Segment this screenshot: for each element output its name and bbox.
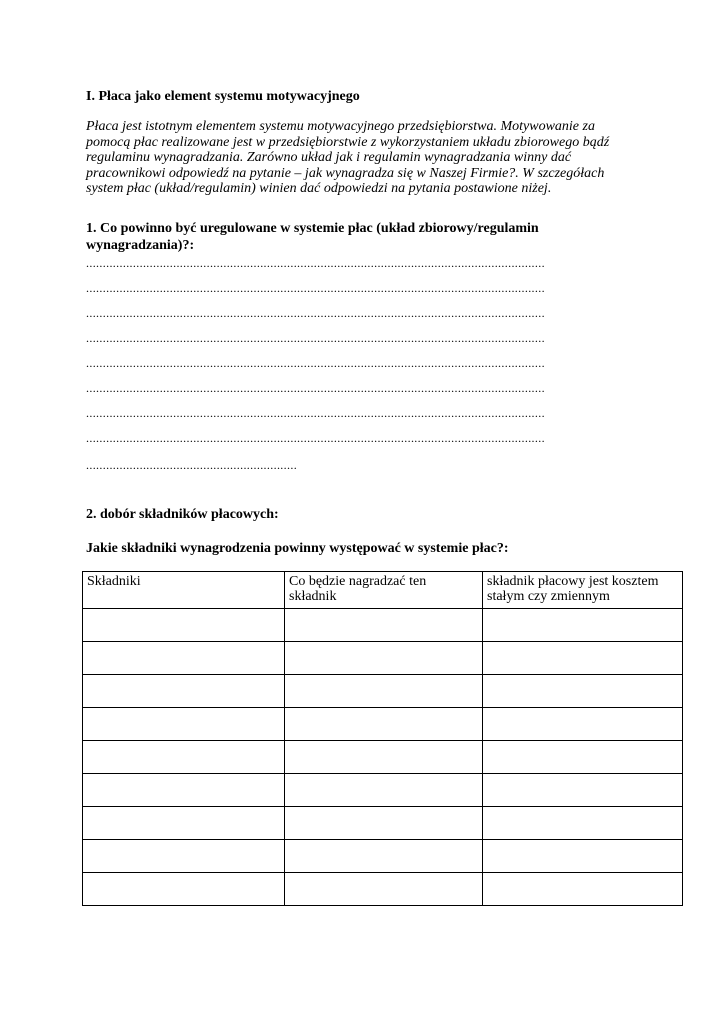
table-cell[interactable] bbox=[83, 774, 285, 807]
table-cell[interactable] bbox=[483, 807, 683, 840]
header-text: składnik płacowy jest kosztem bbox=[487, 574, 659, 589]
table-row bbox=[83, 642, 683, 675]
table-header-row bbox=[83, 572, 683, 609]
intro-paragraph bbox=[86, 119, 646, 197]
table-cell[interactable] bbox=[285, 807, 483, 840]
table-cell[interactable] bbox=[483, 609, 683, 642]
table-row bbox=[83, 609, 683, 642]
intro-line: pomocą płac realizowane jest w przedsiębiorstwie z wykorzystaniem układu zbiorowego bądź bbox=[86, 134, 610, 150]
table-cell[interactable] bbox=[285, 741, 483, 774]
table-cell[interactable] bbox=[83, 873, 285, 906]
table-row bbox=[83, 807, 683, 840]
table-cell[interactable] bbox=[483, 642, 683, 675]
table-cell[interactable] bbox=[285, 708, 483, 741]
components-table bbox=[82, 571, 683, 906]
table-cell[interactable] bbox=[285, 840, 483, 873]
header-text: stałym czy zmiennym bbox=[487, 589, 610, 604]
header-co-bedzie-nagradzac bbox=[285, 572, 483, 609]
table-cell[interactable] bbox=[83, 741, 285, 774]
table-cell[interactable] bbox=[483, 774, 683, 807]
answer-dotted-line[interactable]: ......................................................................................................................................... bbox=[86, 356, 545, 370]
table-row bbox=[83, 774, 683, 807]
table-row bbox=[83, 675, 683, 708]
table-row bbox=[83, 708, 683, 741]
intro-line: regulaminu wynagradzania. Zarówno układ jak i regulamin wynagradzania winny dać bbox=[86, 150, 572, 166]
table-body bbox=[83, 609, 683, 906]
table-cell[interactable] bbox=[83, 708, 285, 741]
intro-line: Płaca jest istotnym elementem systemu motywacyjnego przedsiębiorstwa. Motywowanie za bbox=[86, 119, 595, 134]
answer-dotted-line[interactable]: ......................................................................................................................................... bbox=[86, 381, 545, 395]
answer-dotted-line[interactable]: ............................................................... bbox=[86, 458, 298, 472]
table-cell[interactable] bbox=[285, 642, 483, 675]
header-text: Co będzie nagradzać ten bbox=[289, 574, 427, 589]
table-row bbox=[83, 873, 683, 906]
question-2: 2. dobór składników płacowych: bbox=[86, 507, 279, 522]
table-cell[interactable] bbox=[285, 675, 483, 708]
table-cell[interactable] bbox=[285, 609, 483, 642]
answer-dotted-line[interactable]: ......................................................................................................................................... bbox=[86, 331, 545, 345]
table-cell[interactable] bbox=[483, 741, 683, 774]
header-text: składnik bbox=[289, 589, 337, 604]
table-cell[interactable] bbox=[83, 840, 285, 873]
table-cell[interactable] bbox=[83, 609, 285, 642]
answer-dotted-line[interactable]: ......................................................................................................................................... bbox=[86, 406, 545, 420]
question-1 bbox=[86, 220, 539, 254]
table-cell[interactable] bbox=[483, 873, 683, 906]
header-text: Składniki bbox=[87, 574, 141, 589]
header-koszt-staly-zmienny bbox=[483, 572, 683, 609]
answer-dotted-line[interactable]: ......................................................................................................................................... bbox=[86, 431, 545, 445]
table-cell[interactable] bbox=[285, 774, 483, 807]
answer-dotted-line[interactable]: ......................................................................................................................................... bbox=[86, 256, 545, 270]
table-cell[interactable] bbox=[83, 807, 285, 840]
question-3: Jakie składniki wynagrodzenia powinny występować w systemie płac?: bbox=[86, 541, 509, 556]
intro-line: pracownikowi odpowiedź na pytanie – jak wynagradza się w Naszej Firmie?. W szczegółach bbox=[86, 165, 605, 181]
question-1-line: 1. Co powinno być uregulowane w systemie płac (układ zbiorowy/regulamin bbox=[86, 221, 539, 236]
intro-line: system płac (układ/regulamin) winien dać odpowiedzi na pytania postawione niżej. bbox=[86, 181, 552, 197]
table-cell[interactable] bbox=[483, 840, 683, 873]
section-title: I. Płaca jako element systemu motywacyjnego bbox=[86, 89, 360, 104]
header-skladniki bbox=[83, 572, 285, 609]
table-cell[interactable] bbox=[83, 642, 285, 675]
table-cell[interactable] bbox=[285, 873, 483, 906]
table-cell[interactable] bbox=[483, 708, 683, 741]
answer-dotted-line[interactable]: ......................................................................................................................................... bbox=[86, 281, 545, 295]
table-cell[interactable] bbox=[83, 675, 285, 708]
table-cell[interactable] bbox=[483, 675, 683, 708]
table-row bbox=[83, 741, 683, 774]
question-1-line: wynagradzania)?: bbox=[86, 238, 195, 253]
table-row bbox=[83, 840, 683, 873]
answer-dotted-line[interactable]: ......................................................................................................................................... bbox=[86, 306, 545, 320]
